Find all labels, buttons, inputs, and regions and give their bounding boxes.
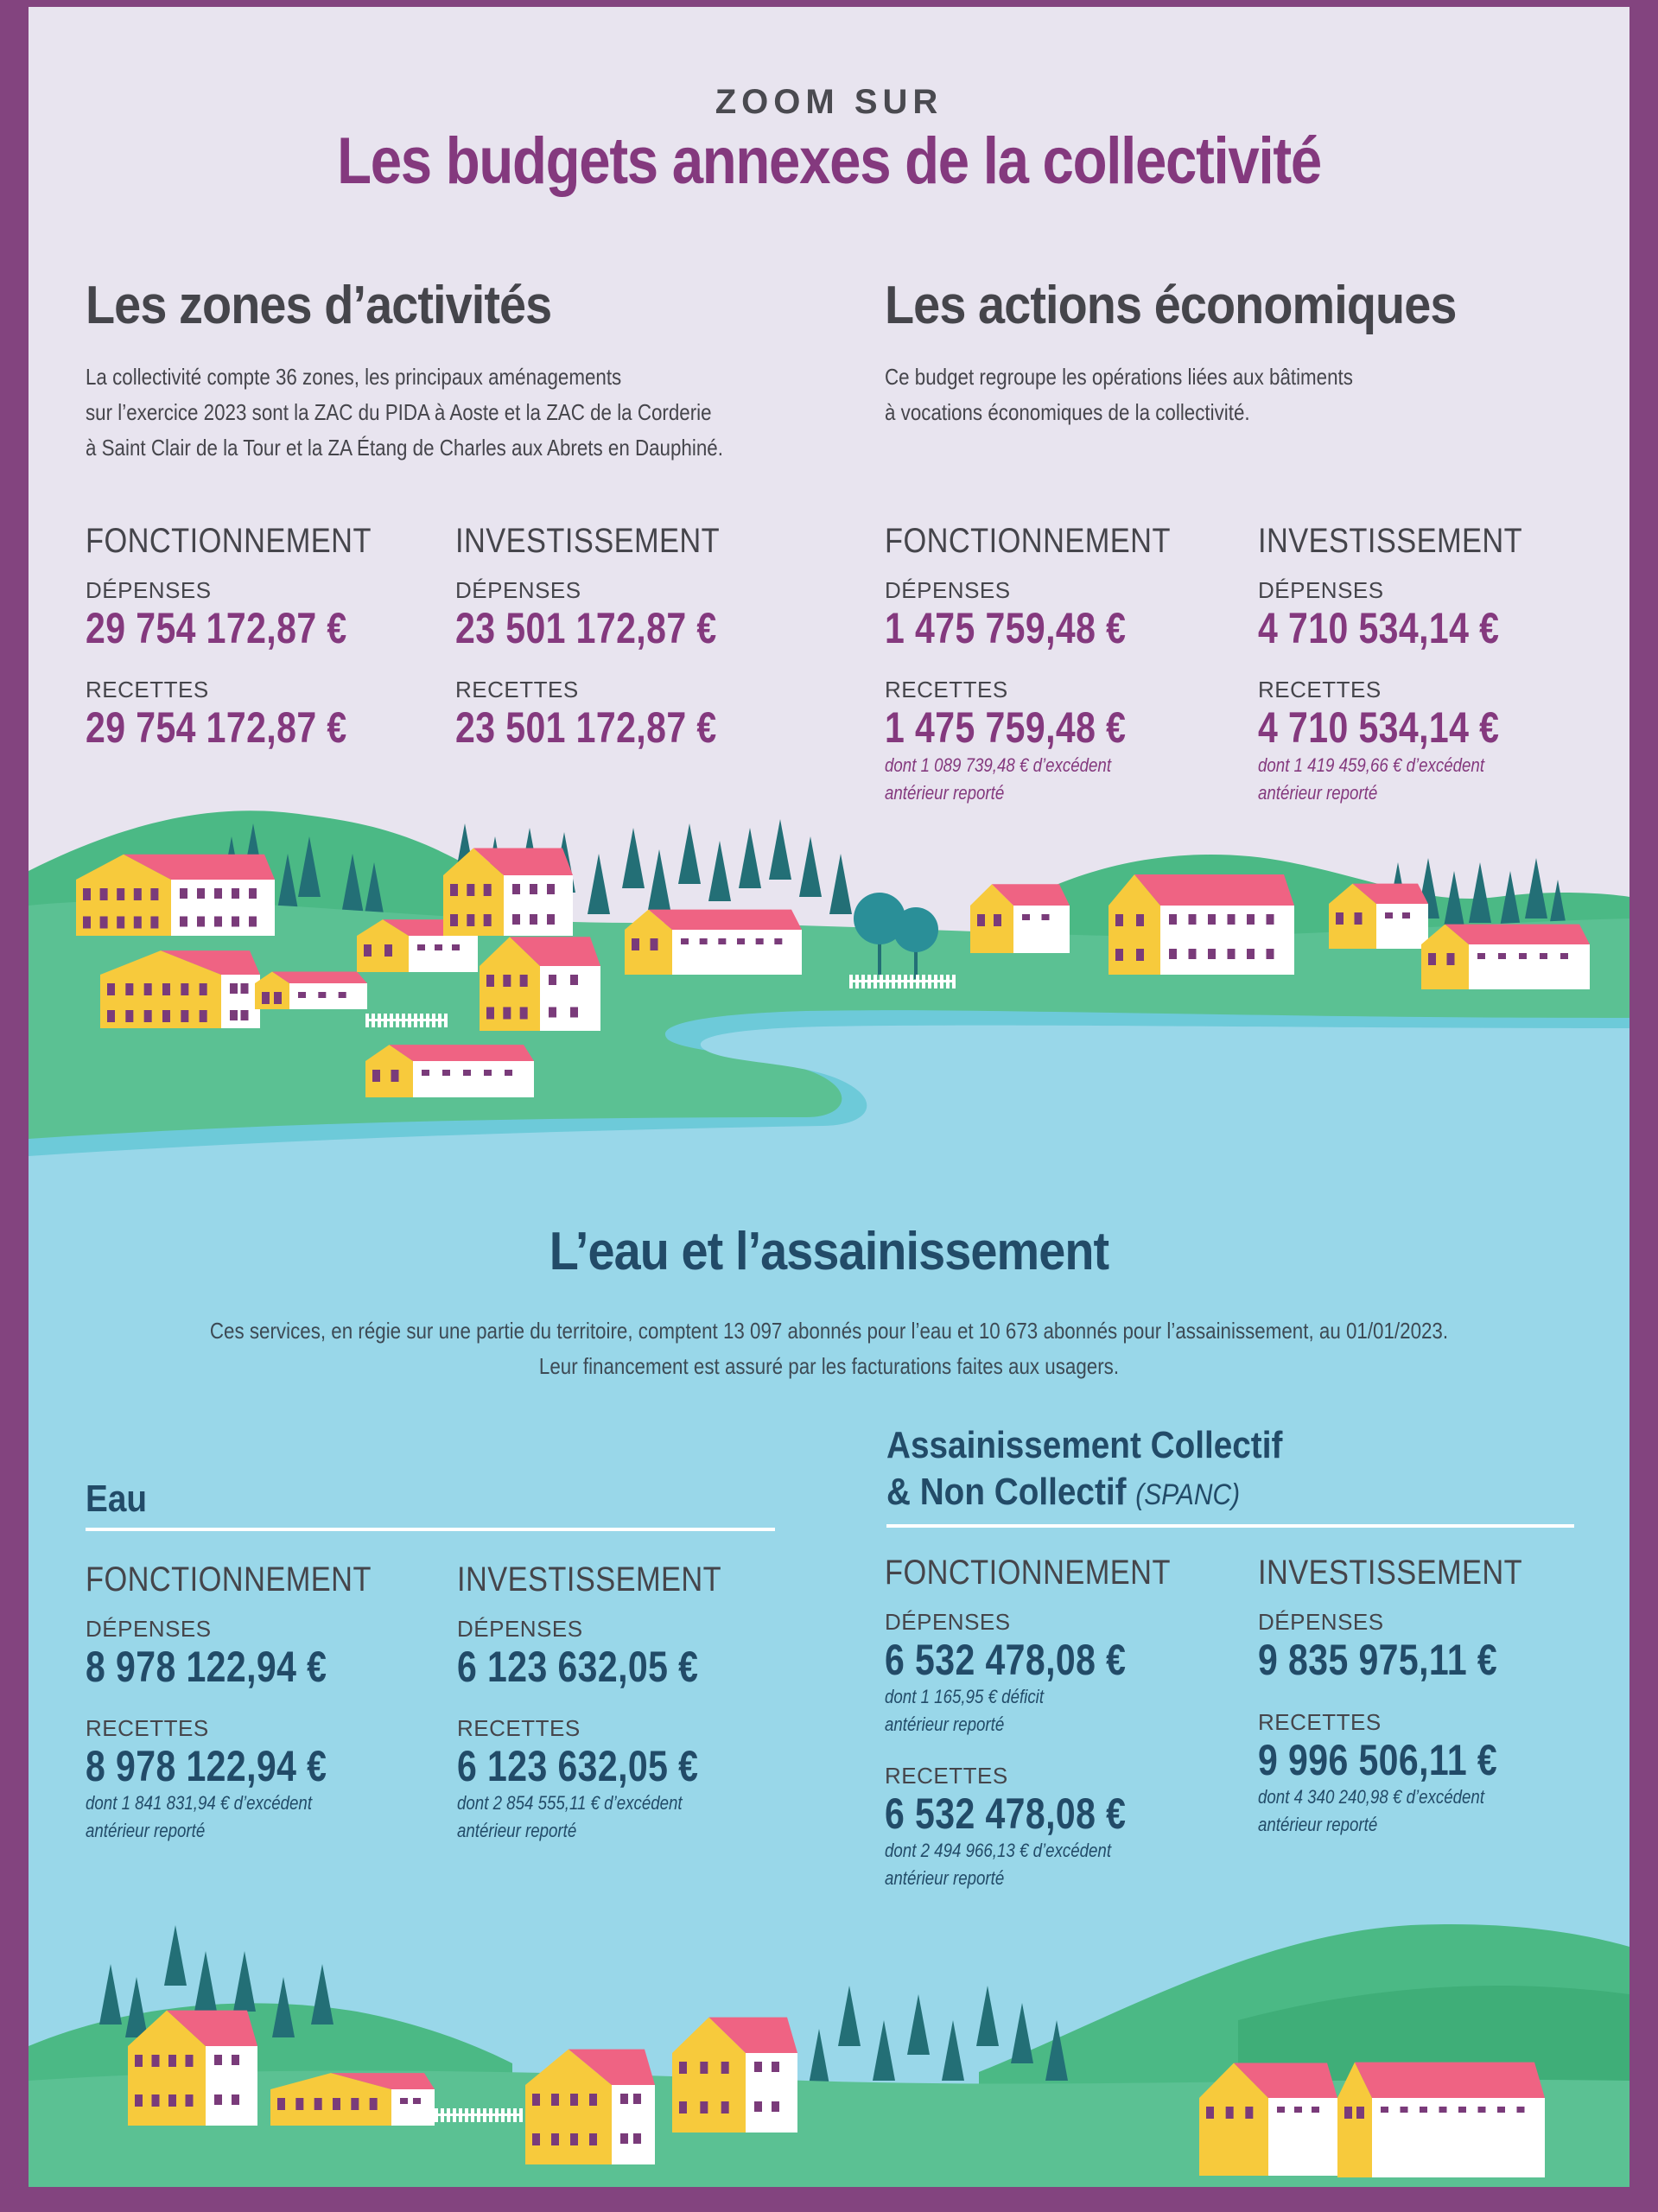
note-line: antérieur reporté (885, 1713, 1005, 1735)
actions-fonct-depenses-value: 1 475 759,48 € (885, 604, 1127, 652)
eau-fonct-depenses-value: 8 978 122,94 € (86, 1643, 327, 1691)
zones-investissement-heading: INVESTISSEMENT (455, 522, 721, 560)
house (1421, 925, 1590, 989)
note-line: antérieur reporté (885, 782, 1005, 804)
header-kicker: ZOOM SUR (715, 83, 943, 121)
house (625, 910, 802, 975)
assainissement-title-line2 (886, 1469, 1282, 1518)
zones-fonct-recettes-label: RECETTES (86, 677, 209, 702)
fence-rail (365, 1019, 448, 1021)
assain-invest-recettes-value: 9 996 506,11 € (1258, 1736, 1498, 1784)
assainissement-title (886, 1422, 1282, 1518)
house (365, 1045, 534, 1097)
house (255, 972, 367, 1010)
actions-invest-recettes-value: 4 710 534,14 € (1258, 703, 1500, 752)
page-frame (29, 7, 1629, 2187)
actions-intro (885, 359, 1353, 430)
actions-investissement-heading: INVESTISSEMENT (1258, 522, 1523, 560)
assainissement-title-suffix: (SPANC) (1135, 1478, 1241, 1511)
eau-fonctionnement-heading: FONCTIONNEMENT (86, 1560, 372, 1599)
note-line: dont 1 089 739,48 € d’excédent (885, 754, 1112, 776)
assain-fonct-depenses-note (885, 1683, 1044, 1738)
house (970, 884, 1070, 953)
zones-intro-line: sur l’exercice 2023 sont la ZAC du PIDA à Aoste et la ZAC de la Corderie (86, 399, 712, 425)
actions-intro-line: à vocations économiques de la collectivité. (885, 399, 1250, 425)
note-line: dont 2 494 966,13 € d’excédent (885, 1840, 1112, 1861)
eau-invest-recettes-note (457, 1789, 683, 1845)
eau-fonct-depenses-label: DÉPENSES (86, 1616, 212, 1642)
eau-fonct-recettes-note (86, 1789, 312, 1845)
note-line: antérieur reporté (1258, 1814, 1378, 1835)
note-line: dont 1 419 459,66 € d’excédent (1258, 754, 1485, 776)
actions-invest-depenses-label: DÉPENSES (1258, 577, 1384, 603)
eau-invest-depenses-label: DÉPENSES (457, 1616, 583, 1642)
fence-rail (849, 980, 953, 982)
house (1109, 874, 1294, 975)
assain-invest-depenses-label: DÉPENSES (1258, 1609, 1384, 1635)
assain-fonct-recettes-label: RECETTES (885, 1763, 1008, 1789)
eau-invest-depenses-value: 6 123 632,05 € (457, 1643, 699, 1691)
actions-fonct-recettes-label: RECETTES (885, 677, 1008, 702)
actions-title: Les actions économiques (885, 276, 1457, 335)
water-intro-line: Ces services, en régie sur une partie du territoire, comptent 13 097 abonnés pour l’eau et 10 673 abonnés pour l’assainissement, au 01/01/2023. (209, 1318, 1449, 1344)
assain-fonctionnement-heading: FONCTIONNEMENT (885, 1554, 1171, 1592)
fence-rail (435, 2113, 521, 2116)
eau-fonct-recettes-value: 8 978 122,94 € (86, 1742, 327, 1790)
assain-fonct-depenses-value: 6 532 478,08 € (885, 1636, 1127, 1684)
note-line: antérieur reporté (457, 1820, 577, 1841)
zones-intro (86, 359, 723, 466)
zones-fonct-recettes-value: 29 754 172,87 € (86, 703, 347, 752)
assain-invest-depenses-value: 9 835 975,11 € (1258, 1636, 1498, 1684)
house (480, 937, 600, 1031)
water-intro (141, 1313, 1518, 1384)
eau-divider (86, 1528, 775, 1531)
house (1329, 884, 1428, 949)
actions-invest-recettes-note (1258, 752, 1484, 807)
note-line: dont 1 165,95 € déficit (885, 1686, 1045, 1707)
actions-fonct-recettes-value: 1 475 759,48 € (885, 703, 1127, 752)
assain-fonct-depenses-label: DÉPENSES (885, 1609, 1011, 1635)
zones-fonctionnement-heading: FONCTIONNEMENT (86, 522, 372, 560)
zones-fonct-depenses-label: DÉPENSES (86, 577, 212, 603)
zones-invest-recettes-value: 23 501 172,87 € (455, 703, 717, 752)
actions-fonct-recettes-note (885, 752, 1111, 807)
house (443, 849, 573, 937)
assain-fonct-recettes-note (885, 1837, 1111, 1892)
eau-invest-recettes-label: RECETTES (457, 1715, 581, 1741)
note-line: dont 1 841 831,94 € d’excédent (86, 1792, 313, 1814)
note-line: dont 4 340 240,98 € d’excédent (1258, 1786, 1485, 1808)
actions-invest-recettes-label: RECETTES (1258, 677, 1382, 702)
actions-fonctionnement-heading: FONCTIONNEMENT (885, 522, 1171, 560)
zones-invest-depenses-label: DÉPENSES (455, 577, 581, 603)
zones-fonct-depenses-value: 29 754 172,87 € (86, 604, 347, 652)
assain-invest-recettes-note (1258, 1783, 1484, 1839)
note-line: antérieur reporté (86, 1820, 206, 1841)
actions-fonct-depenses-label: DÉPENSES (885, 577, 1011, 603)
zones-intro-line: La collectivité compte 36 zones, les principaux aménagements (86, 364, 622, 390)
water-intro-line: Leur financement est assuré par les facturations faites aux usagers. (538, 1353, 1120, 1379)
zones-title: Les zones d’activités (86, 276, 552, 335)
note-line: antérieur reporté (885, 1867, 1005, 1889)
eau-fonct-recettes-label: RECETTES (86, 1715, 209, 1741)
eau-title: Eau (86, 1478, 148, 1520)
assainissement-title-main: & Non Collectif (886, 1471, 1127, 1513)
note-line: antérieur reporté (1258, 782, 1378, 804)
eau-invest-recettes-value: 6 123 632,05 € (457, 1742, 699, 1790)
assain-fonct-recettes-value: 6 532 478,08 € (885, 1789, 1127, 1838)
assain-investissement-heading: INVESTISSEMENT (1258, 1554, 1523, 1592)
note-line: dont 2 854 555,11 € d’excédent (457, 1792, 683, 1814)
assainissement-divider (886, 1524, 1574, 1528)
assainissement-title-line1: Assainissement Collectif (886, 1424, 1283, 1466)
house (76, 855, 275, 936)
eau-investissement-heading: INVESTISSEMENT (457, 1560, 722, 1599)
house (1337, 2063, 1545, 2177)
actions-intro-line: Ce budget regroupe les opérations liées aux bâtiments (885, 364, 1353, 390)
water-title: L’eau et l’assainissement (549, 1222, 1109, 1281)
zones-intro-line: à Saint Clair de la Tour et la ZA Étang de Charles aux Abrets en Dauphiné. (86, 435, 723, 461)
assain-invest-recettes-label: RECETTES (1258, 1709, 1382, 1735)
zones-invest-depenses-value: 23 501 172,87 € (455, 604, 717, 652)
page-title: Les budgets annexes de la collectivité (337, 124, 1321, 198)
house (1199, 2063, 1337, 2177)
zones-invest-recettes-label: RECETTES (455, 677, 579, 702)
actions-invest-depenses-value: 4 710 534,14 € (1258, 604, 1500, 652)
